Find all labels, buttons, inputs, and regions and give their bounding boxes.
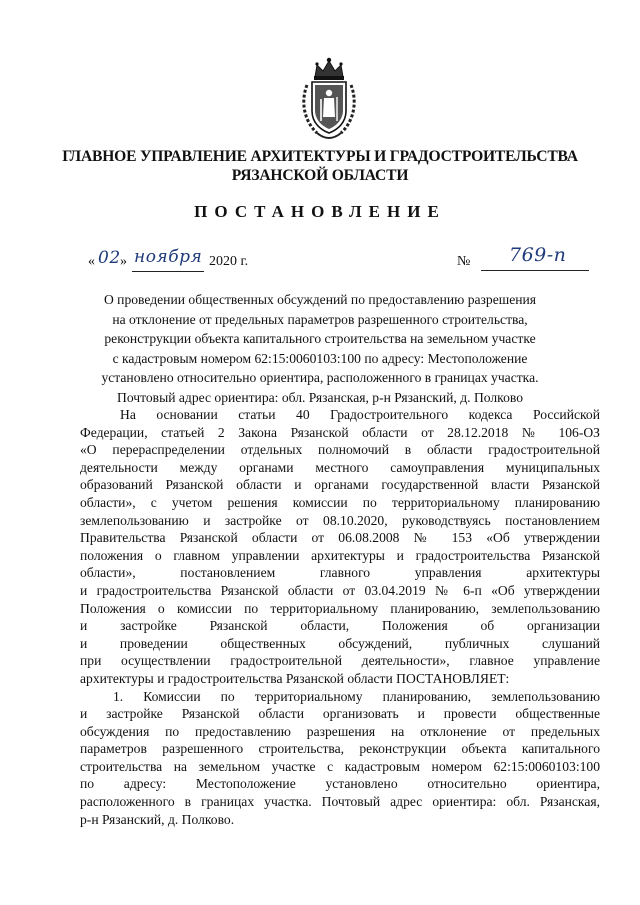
date-day-handwritten: 02 <box>98 248 121 268</box>
date-open-quote: « <box>88 254 95 269</box>
body-line: при осуществлении градостроительной деятельности», главное управление <box>80 653 600 669</box>
date-month-handwritten: ноября <box>134 247 203 267</box>
date-month-underline <box>132 271 204 272</box>
body-line: и проведении общественных обсуждений, публичных слушаний <box>80 635 600 651</box>
body-line: строительства на земельном участке с кадастровым номером 62:15:0060103:100 <box>80 758 600 774</box>
organization-name-line1: ГЛАВНОЕ УПРАВЛЕНИЕ АРХИТЕКТУРЫ И ГРАДОСТРОИТЕЛЬСТВА <box>62 148 578 165</box>
number-underline <box>481 270 589 271</box>
body-line: «О перераспределении отдельных полномочий в области градостроительной <box>80 442 600 458</box>
body-line: области», постановлением главного управления архитектуры <box>80 565 600 581</box>
body-line: землепользованию и застройке от 08.10.2020, руководствуясь постановлением <box>80 512 600 528</box>
date-year: 2020 г. <box>209 254 249 269</box>
title-line: с кадастровым номером 62:15:0060103:100 по адресу: Местоположение <box>112 350 528 366</box>
number-value-handwritten: 769-п <box>509 244 567 266</box>
number-sign: № <box>457 254 471 269</box>
body-line: параметров разрешенного строительства, реконструкции объекта капитального <box>80 741 600 757</box>
body-line: положения о главном управлении архитектуры и градостроительства Рязанской <box>80 547 600 563</box>
body-line: области», с учетом решения комиссии по территориальному планированию <box>80 494 600 510</box>
body-line: Правительства Рязанской области от 06.08.2008 № 153 «Об утверждении <box>80 530 600 546</box>
organization-name-line2: РЯЗАНСКОЙ ОБЛАСТИ <box>231 167 409 184</box>
body-line: и застройке Рязанской области организовать и провести общественные <box>80 706 600 722</box>
title-line: Почтовый адрес ориентира: обл. Рязанская, р-н Рязанский, д. Полково <box>117 389 523 405</box>
body-line: и градостроительства Рязанской области от 03.04.2019 № 6-п «Об утверждении <box>80 582 600 598</box>
body-line: р-н Рязанский, д. Полково. <box>80 811 235 827</box>
date-close-quote: » <box>120 254 127 269</box>
body-line: Положения о комиссии по территориальному планированию, землепользованию <box>80 600 600 616</box>
title-line: О проведении общественных обсуждений по предоставлению разрешения <box>103 292 537 307</box>
document-number <box>457 244 597 272</box>
body-line: и застройке Рязанской области, Положения об организации <box>80 618 600 634</box>
document-body <box>80 406 600 828</box>
body-line: по адресу: Местоположение установлено относительно ориентира, <box>80 776 600 792</box>
document-title <box>40 290 600 407</box>
body-line: Федерации, статьей 2 Закона Рязанской области от 28.12.2018 № 106-ОЗ <box>80 424 600 440</box>
body-line: деятельности между органами местного самоуправления муниципальных <box>80 459 600 475</box>
body-line: 1. Комиссии по территориальному планированию, землепользованию <box>113 688 600 704</box>
body-line: обсуждения по предоставлению разрешения на отклонение от предельных <box>80 723 600 739</box>
body-line: расположенного в границах участка. Почтовый адрес ориентира: обл. Рязанская, <box>80 794 600 810</box>
body-line: архитектуры и градостроительства Рязанской области ПОСТАНОВЛЯЕТ: <box>80 670 510 686</box>
title-line: установлено относительно ориентира, расположенного в границах участка. <box>101 370 539 385</box>
document-type-heading: ПОСТАНОВЛЕНИЕ <box>194 202 446 221</box>
body-line: На основании статьи 40 Градостроительного кодекса Российской <box>120 407 600 422</box>
body-line: образований Рязанской области и органами государственной власти Рязанской <box>80 477 600 493</box>
ryazan-coat-of-arms-icon <box>297 55 361 145</box>
title-line: реконструкции объекта капитального строительства на земельном участке <box>104 331 536 346</box>
title-line: на отклонение от предельных параметров разрешенного строительства, <box>112 311 528 327</box>
